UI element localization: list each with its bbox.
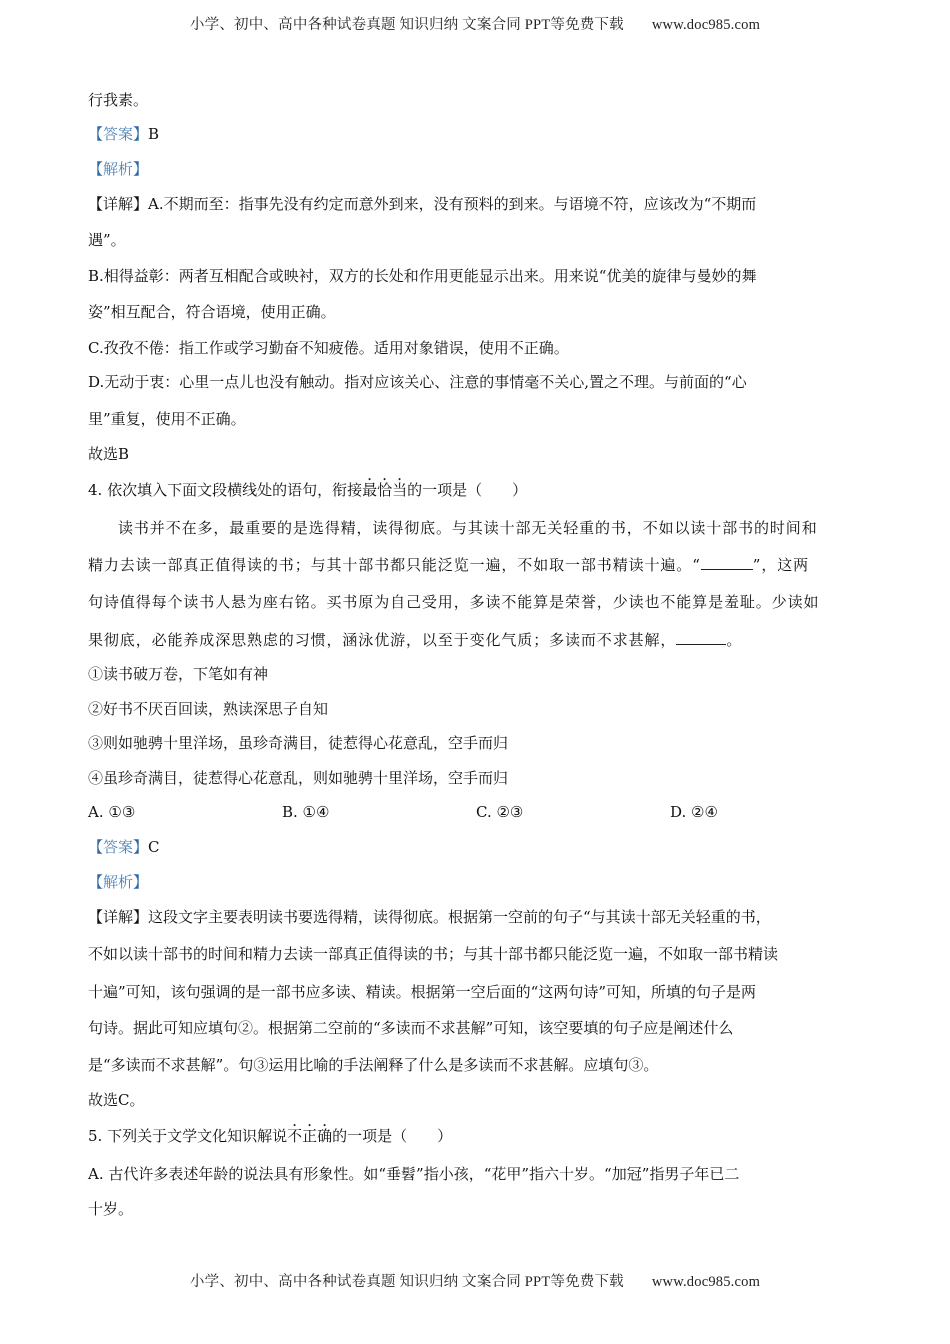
emphasis-char: 确	[317, 1127, 333, 1145]
q3-detail-line-5: C.孜孜不倦：指工作或学习勤奋不知疲倦。适用对象错误，使用不正确。	[88, 339, 569, 357]
fill-blank-2	[676, 630, 726, 645]
passage-text: 。	[726, 631, 743, 649]
bracket-close: 】	[133, 838, 149, 856]
answer-value: B	[148, 125, 160, 143]
detail-text: 这段文字主要表明读书要选得精，读得彻底。根据第一空前的句子“与其读十部无关轻重的书，	[148, 908, 771, 926]
q3-continuation: 行我素。	[88, 91, 149, 109]
option-c[interactable]: C. ②③	[476, 803, 524, 821]
answer-label: 答案	[103, 838, 134, 856]
detail-label: 【详解】	[88, 195, 149, 213]
q4-detail-line-3: 十遍”可知，该句强调的是一部书应多读、精读。根据第一空后面的“这两句诗”可知，所填的句子是两	[88, 983, 757, 1001]
passage-text: ”，这两	[752, 556, 810, 574]
q4-choice-1: ①读书破万卷，下笔如有神	[88, 665, 269, 683]
q4-choice-3: ③则如驰骋十里洋场，虽珍奇满目，徒惹得心花意乱，空手而归	[88, 734, 509, 752]
stem-prefix: 4. 依次填入下面文段横线处的语句，衔接	[88, 481, 363, 499]
stem-suffix: 的一项是（ ）	[407, 481, 528, 499]
fill-blank-1	[701, 555, 753, 570]
page-footer	[0, 1270, 950, 1291]
q3-answer	[88, 124, 159, 144]
emphasis-char: 不	[287, 1127, 303, 1145]
emphasis-char: 正	[302, 1127, 318, 1145]
q3-detail-line-6: D.无动于衷：心里一点儿也没有触动。指对应该关心、注意的事情毫不关心,置之不理。与前面的“心	[88, 373, 747, 391]
analysis-label: 解析	[103, 873, 134, 891]
passage-text: 果彻底，必能养成深思熟虑的习惯，涵泳优游，以至于变化气质；多读而不求甚解，	[88, 631, 677, 649]
stem-suffix: 的一项是（ ）	[332, 1127, 453, 1145]
q3-detail-line-7: 里”重复，使用不正确。	[88, 410, 246, 428]
option-b[interactable]: B. ①④	[282, 803, 330, 821]
answer-label: 答案	[103, 125, 134, 143]
option-d[interactable]: D. ②④	[670, 803, 718, 821]
q4-passage-line-1: 读书并不在多，最重要的是选得精，读得彻底。与其读十部无关轻重的书，不如以读十部书的时间和	[118, 519, 818, 537]
q3-conclusion: 故选B	[88, 445, 130, 463]
q4-choice-2: ②好书不厌百回读，熟读深思子自知	[88, 700, 329, 718]
page-header	[0, 13, 950, 34]
bracket-open: 【	[88, 838, 104, 856]
q4-answer	[88, 837, 160, 857]
detail-text: A.不期而至：指事先没有约定而意外到来，没有预料的到来。与语境不符，应该改为“不期而	[148, 195, 757, 213]
q3-detail-line-2: 遇”。	[88, 231, 126, 249]
bracket-open: 【	[88, 160, 104, 178]
detail-label: 【详解】	[88, 908, 149, 926]
q4-stem	[88, 480, 527, 500]
footer-url[interactable]: www.doc985.com	[651, 1274, 761, 1290]
q4-detail-line-4: 句诗。据此可知应填句②。根据第二空前的“多读而不求甚解”可知，该空要填的句子应是阐述什么	[88, 1019, 734, 1037]
q3-analysis-heading	[88, 159, 148, 179]
bracket-open: 【	[88, 873, 104, 891]
q4-conclusion: 故选C。	[88, 1091, 145, 1109]
q4-detail-line-5: 是“多读而不求甚解”。句③运用比喻的手法阐释了什么是多读而不求甚解。应填句③。	[88, 1056, 659, 1074]
stem-prefix: 5. 下列关于文学文化知识解说	[88, 1127, 288, 1145]
q4-detail-line-1	[88, 907, 771, 927]
q4-analysis-heading	[88, 872, 148, 892]
q4-detail-line-2: 不如以读十部书的时间和精力去读一部真正值得读的书；与其十部书都只能泛览一遍，不如取一部书精读	[88, 945, 779, 963]
q3-detail-line-1	[88, 194, 756, 214]
bracket-open: 【	[88, 125, 104, 143]
q4-passage-line-4	[88, 630, 742, 650]
passage-text: 精力去读一部真正值得读的书；与其十部书都只能泛览一遍，不如取一部书精读十遍。“	[88, 556, 701, 574]
q4-passage-line-2	[88, 555, 809, 575]
answer-value: C	[148, 838, 160, 856]
emphasis-char: 恰	[377, 481, 393, 499]
q3-detail-line-4: 姿”相互配合，符合语境，使用正确。	[88, 303, 336, 321]
q5-stem	[88, 1126, 452, 1146]
header-url[interactable]: www.doc985.com	[651, 17, 761, 33]
q4-choice-4: ④虽珍奇满目，徒惹得心花意乱，则如驰骋十里洋场，空手而归	[88, 769, 509, 787]
footer-text: 小学、初中、高中各种试卷真题 知识归纳 文案合同 PPT等免费下载	[189, 1274, 624, 1290]
emphasis-char: 最	[362, 481, 378, 499]
analysis-label: 解析	[103, 160, 134, 178]
q4-passage-line-3: 句诗值得每个读书人悬为座右铭。买书原为自己受用，多读不能算是荣誉，少读也不能算是羞耻。少读如	[88, 593, 820, 611]
option-a[interactable]: A. ①③	[88, 803, 136, 821]
q5-option-a-line-2: 十岁。	[88, 1200, 134, 1218]
emphasis-char: 当	[392, 481, 408, 499]
q3-detail-line-3: B.相得益彰：两者互相配合或映衬，双方的长处和作用更能显示出来。用来说“优美的旋律与曼妙的舞	[88, 267, 757, 285]
bracket-close: 】	[133, 160, 149, 178]
q5-option-a-line-1: A. 古代许多表述年龄的说法具有形象性。如“垂髫”指小孩，“花甲”指六十岁。“加冠”指男子年已二	[88, 1165, 740, 1183]
bracket-close: 】	[133, 125, 149, 143]
header-text: 小学、初中、高中各种试卷真题 知识归纳 文案合同 PPT等免费下载	[189, 17, 624, 33]
bracket-close: 】	[133, 873, 149, 891]
